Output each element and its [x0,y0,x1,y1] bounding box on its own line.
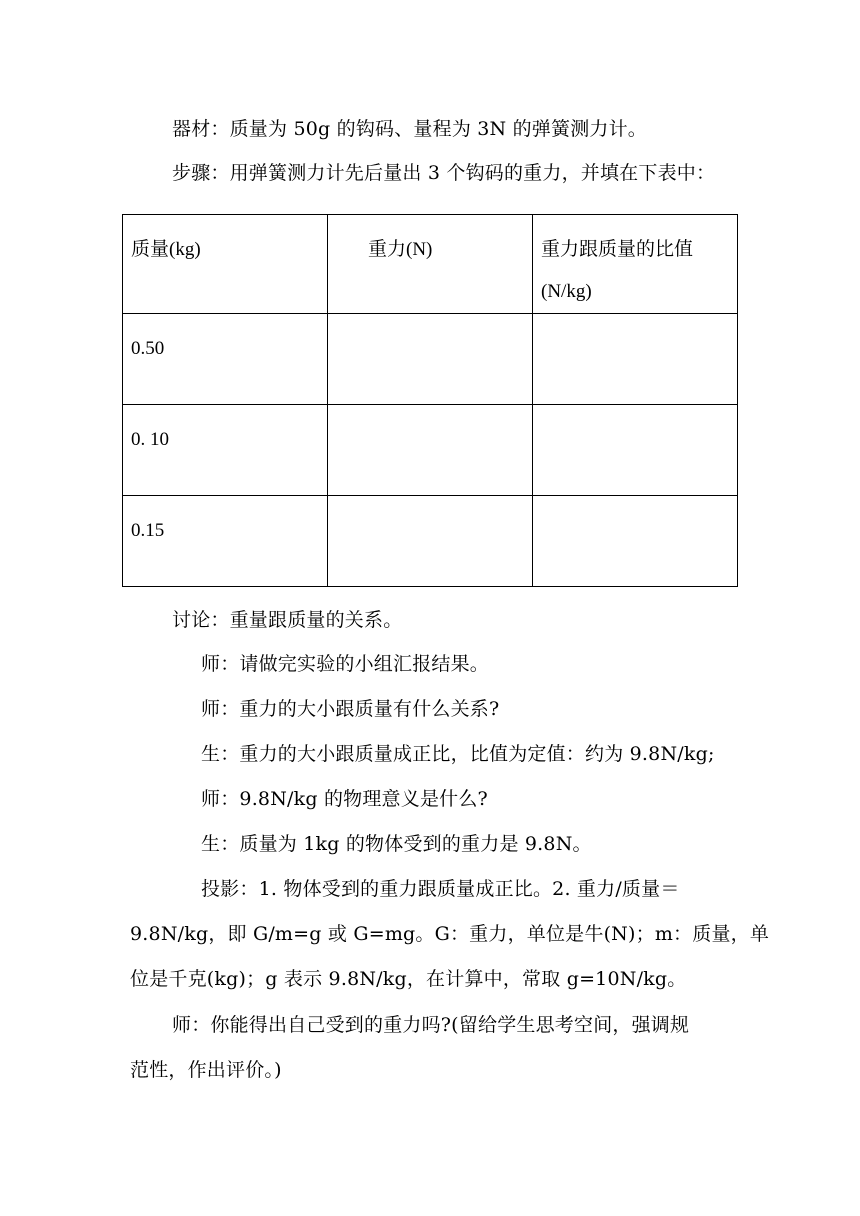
table-row [123,314,738,405]
cell-mass: 0.50 [131,338,165,359]
table-header-cell [533,215,738,314]
table-cell [123,496,328,587]
cell-gravity [328,314,532,328]
projection-line: 位是千克(kg)；g 表示 9.8N/kg，在计算中，常取 g=10N/kg。 [130,968,687,990]
teacher-line: 师：9.8N/kg 的物理意义是什么? [201,788,488,810]
header-ratio: 重力跟质量的比值(N/kg) [541,239,694,302]
teacher-line: 师：你能得出自己受到的重力吗?(留给学生思考空间，强调规 [172,1014,690,1036]
table-row [123,405,738,496]
projection-line: 9.8N/kg，即 G/m=g 或 G=mg。G：重力，单位是牛(N)；m：质量，单 [130,923,770,945]
table-cell [328,405,533,496]
table-cell [533,314,738,405]
equipment-paragraph: 器材：质量为 50g 的钩码、量程为 3N 的弹簧测力计。 [172,118,648,140]
header-mass: 质量(kg) [131,239,201,260]
cell-ratio [533,405,737,419]
table-header-cell [328,215,533,314]
table-cell [123,405,328,496]
teacher-line: 范性，作出评价。) [130,1059,282,1081]
table-cell [328,496,533,587]
teacher-line: 师：请做完实验的小组汇报结果。 [201,653,490,675]
steps-paragraph: 步骤：用弹簧测力计先后量出 3 个钩码的重力，并填在下表中： [172,162,716,184]
table-header-cell [123,215,328,314]
cell-gravity [328,405,532,419]
cell-gravity [328,496,532,510]
student-line: 生：质量为 1kg 的物体受到的重力是 9.8N。 [201,833,592,855]
measurement-table [122,214,738,587]
cell-ratio [533,496,737,510]
cell-mass: 0.15 [131,520,165,541]
student-line: 生：重力的大小跟质量成正比，比值为定值：约为 9.8N/kg; [201,743,715,765]
table-cell [533,405,738,496]
table-cell [533,496,738,587]
table-cell [123,314,328,405]
projection-line: 投影：1. 物体受到的重力跟质量成正比。2. 重力/质量＝ [201,878,680,900]
table-header-row [123,215,738,314]
table-cell [328,314,533,405]
cell-ratio [533,314,737,328]
table-row [123,496,738,587]
discussion-paragraph: 讨论：重量跟质量的关系。 [172,609,403,631]
teacher-line: 师：重力的大小跟质量有什么关系? [201,698,500,720]
header-gravity: 重力(N) [368,239,433,260]
cell-mass: 0. 10 [131,429,169,450]
